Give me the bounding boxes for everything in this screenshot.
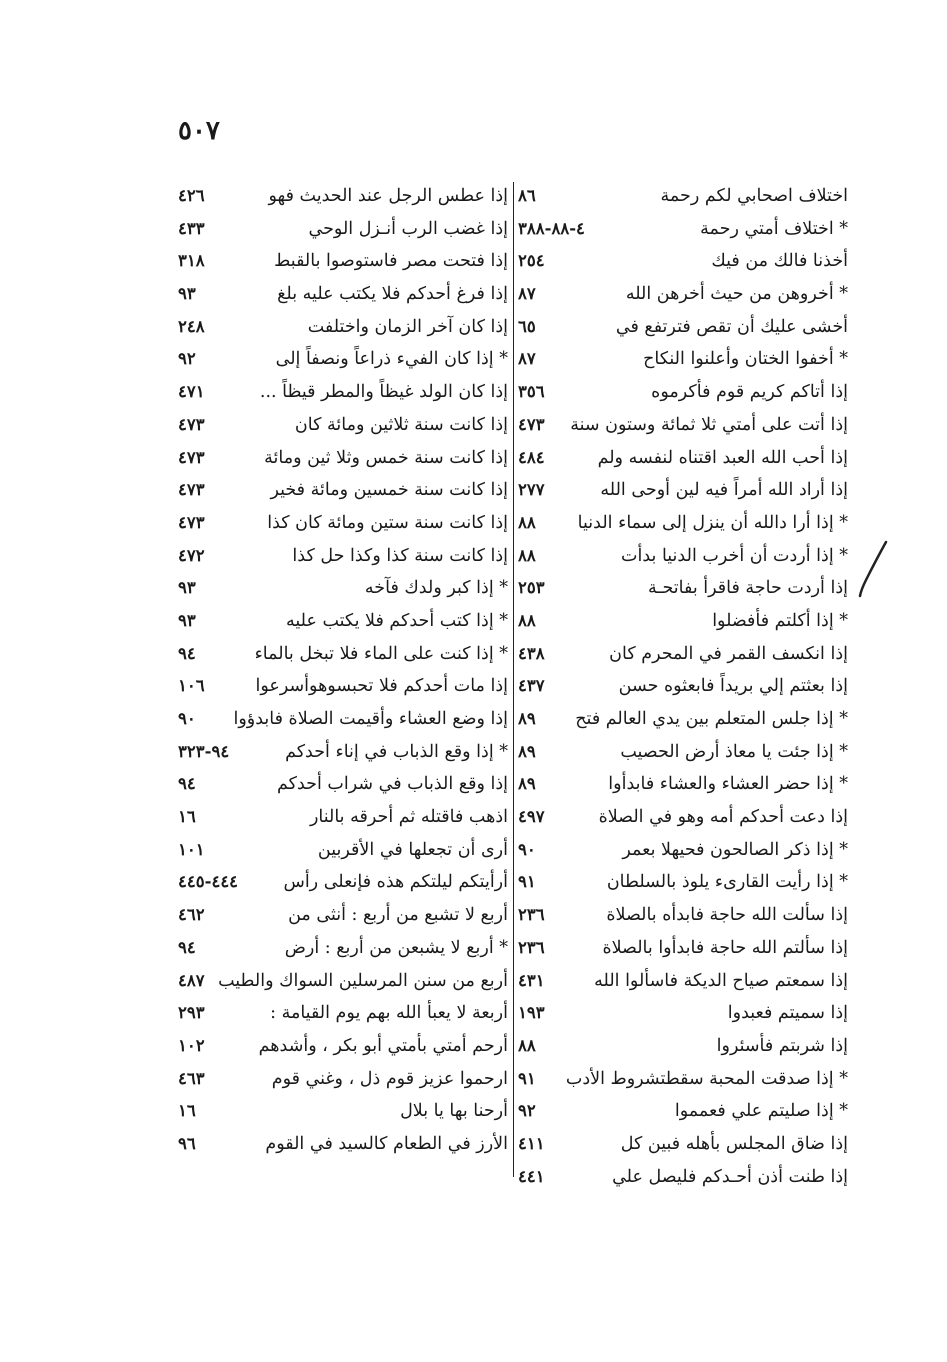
entry-text: إذا دعت أحدكم أمه وهو في الصلاة	[598, 807, 848, 828]
entry-page-number: ٤٤٤-٤٤٥	[178, 872, 239, 892]
entry-page-number: ٤٣٣	[178, 218, 205, 238]
index-entry	[518, 1063, 848, 1096]
index-entry	[178, 866, 508, 899]
entry-page-number: ٤٧٣	[178, 480, 205, 500]
entry-page-number: ٤٣٧	[518, 676, 545, 696]
index-entry	[178, 997, 508, 1030]
entry-page-number: ٩٤	[178, 774, 196, 794]
index-entry	[518, 1128, 848, 1161]
index-entry	[178, 180, 508, 213]
entry-text: * إذا أرا دالله أن ينزل إلى سماء الدنيا	[577, 512, 848, 533]
entry-page-number: ٩١	[518, 872, 536, 892]
index-entry	[178, 768, 508, 801]
entry-text: * إذا صليتم علي فعمموا	[674, 1101, 848, 1122]
index-entry	[518, 572, 848, 605]
entry-page-number: ٤٧٣	[178, 512, 205, 532]
entry-page-number: ١٩٣	[518, 1003, 545, 1023]
entry-page-number: ٤٣٨	[518, 643, 545, 663]
entry-text: إذا أراد الله أمراً فيه لين أوحى الله	[600, 480, 848, 501]
entry-text: إذا أحب الله العبد اقتناه لنفسه ولم	[597, 447, 848, 468]
index-entry	[178, 801, 508, 834]
entry-text: إذا كانت سنة خمسين ومائة فخير	[270, 480, 508, 501]
index-entry	[518, 997, 848, 1030]
entry-text: * إذا وقع الذباب في إناء أحدكم	[285, 741, 508, 762]
entry-text: أربع لا تشبع من أربع : أنثى من	[288, 905, 508, 926]
index-entry	[518, 343, 848, 376]
entry-text: إذا بعثتم إلي بريداً فابعثوه حسن	[618, 676, 848, 697]
index-entry	[518, 1030, 848, 1063]
entry-page-number: ٤٧٣	[518, 414, 545, 434]
entry-page-number: ١٠٦	[178, 676, 205, 696]
entry-page-number: ٤٤١	[518, 1166, 545, 1186]
entry-text: إذا شربتم فأسئروا	[716, 1035, 848, 1056]
index-entry	[178, 1063, 508, 1096]
entry-page-number: ٩٠	[178, 709, 196, 728]
entry-text: أخذنا فالك من فيك	[711, 251, 848, 272]
entry-page-number: ٤٨٤	[518, 447, 545, 467]
entry-page-number: ٤١١	[518, 1133, 545, 1153]
index-entry	[518, 638, 848, 671]
index-entry	[518, 278, 848, 311]
entry-page-number: ٨٨	[518, 512, 536, 532]
index-entry	[178, 572, 508, 605]
entry-text: * إذا جئت يا معاذ أرض الحصيب	[620, 741, 848, 762]
entry-text: * أربع لا يشبعن من أربع : أرض	[284, 937, 508, 958]
entry-text: إذا أردت حاجة فاقرأ بفاتحـة	[647, 578, 848, 599]
entry-text: * اختلاف أمتي رحمة	[700, 218, 848, 239]
entry-text: إذا سألتم الله حاجة فابدأوا بالصلاة	[602, 937, 848, 958]
index-entry	[178, 507, 508, 540]
entry-text: أرأيتكم ليلتكم هذه فإنعلى رأس	[283, 872, 508, 893]
column-divider	[513, 182, 514, 1177]
entry-page-number: ٤٨٧	[178, 970, 205, 990]
index-entry	[178, 1030, 508, 1063]
entry-text: إذا كانت سنة ثلاثين ومائة كان	[294, 414, 508, 435]
index-entry	[178, 899, 508, 932]
entry-text: إذا أتت على أمتي ثلا ثمائة وستون سنة	[570, 414, 848, 435]
index-entry	[518, 834, 848, 867]
index-entry	[178, 965, 508, 998]
entry-page-number: ٨٧	[518, 284, 536, 304]
index-entry	[518, 311, 848, 344]
entry-text: إذا غضب الرب أنـزل الوحي	[308, 218, 508, 239]
index-entry	[518, 540, 848, 573]
entry-text: إذا أتاكم كريم قوم فأكرموه	[651, 382, 848, 403]
entry-page-number: ٨٨	[518, 545, 536, 565]
entry-page-number: ٨٨	[518, 1035, 536, 1055]
index-entry	[178, 736, 508, 769]
index-entry	[178, 245, 508, 278]
entry-page-number: ٢٣٦	[518, 905, 545, 925]
entry-text: أرحنا بها يا بلال	[400, 1101, 508, 1122]
index-entry	[518, 245, 848, 278]
index-entry	[178, 376, 508, 409]
index-entry	[518, 180, 848, 213]
entry-page-number: ٩٣	[178, 610, 196, 630]
entry-page-number: ٩٦	[178, 1133, 196, 1153]
entry-page-number: ١٠٢	[178, 1035, 205, 1055]
entry-page-number: ٤٧٢	[178, 545, 205, 565]
index-entry	[178, 278, 508, 311]
index-entry	[178, 409, 508, 442]
entry-text: * إذا جلس المتعلم بين يدي العالم فتح	[575, 709, 848, 729]
entry-page-number: ٤٦٢	[178, 905, 205, 925]
entry-page-number: ٤٣١	[518, 970, 545, 990]
index-entry	[518, 1095, 848, 1128]
index-entry	[518, 932, 848, 965]
entry-text: اذهب فاقتله ثم أحرقه بالنار	[309, 807, 508, 828]
entry-page-number: ٨٩	[518, 774, 536, 794]
entry-text: إذا مات أحدكم فلا تحبسوهوأسرعوا	[255, 676, 508, 697]
entry-text: * إذا كتب أحدكم فلا يكتب عليه	[286, 610, 508, 631]
entry-page-number: ٢٥٤	[518, 251, 545, 271]
entry-text: أربع من سنن المرسلين السواك والطيب	[218, 970, 508, 991]
index-entry	[178, 932, 508, 965]
index-entry	[518, 213, 848, 246]
margin-pen-mark	[856, 540, 896, 600]
entry-page-number: ٢٥٣	[518, 578, 545, 598]
entry-text: إذا عطس الرجل عند الحديث فهو	[268, 186, 508, 206]
index-entry	[178, 670, 508, 703]
index-entry	[518, 801, 848, 834]
entry-text: * إذا أردت أن أخرب الدنيا بدأت	[620, 545, 848, 566]
index-entry	[178, 311, 508, 344]
entry-text: أرحم أمتي بأمتي أبو بكر ، وأشدهم	[258, 1035, 508, 1056]
index-entry	[518, 1161, 848, 1194]
entry-page-number: ٩٢	[518, 1101, 536, 1121]
index-entry	[178, 474, 508, 507]
entry-page-number: ٤٢٦	[178, 186, 205, 205]
index-entry	[178, 1095, 508, 1128]
entry-text: إذا كان الولد غيظاً والمطر قيظاً ...	[259, 382, 508, 403]
entry-page-number: ٤٦٣	[178, 1068, 205, 1088]
index-entry	[518, 899, 848, 932]
index-entry	[178, 343, 508, 376]
index-entry	[518, 507, 848, 540]
entry-page-number: ٩٠	[518, 839, 536, 859]
entry-page-number: ٤٧٣	[178, 447, 205, 467]
entry-text: * أخروهن من حيث أخرهن الله	[625, 284, 848, 305]
page-number: ٥٠٧	[178, 116, 220, 146]
entry-text: إذا كانت سنة ستين ومائة كان كذا	[267, 512, 508, 533]
index-entry	[178, 638, 508, 671]
entry-text: إذا فتحت مصر فاستوصوا بالقبط	[274, 251, 508, 272]
entry-page-number: ٣١٨	[178, 251, 205, 271]
entry-page-number: ٦٥	[518, 316, 536, 336]
entry-page-number: ١٦	[178, 807, 196, 827]
entry-page-number: ٩٤	[178, 937, 196, 957]
entry-text: إذا كانت سنة كذا وكذا حل كذا	[292, 545, 508, 566]
entry-text: * إذا حضر العشاء والعشاء فابدأوا	[608, 774, 848, 795]
index-entry	[518, 866, 848, 899]
entry-text: * إذا كبر ولدك فآخه	[364, 578, 508, 599]
entry-text: الأرز في الطعام كالسيد في القوم	[265, 1133, 508, 1154]
index-entry	[178, 1128, 508, 1161]
entry-page-number: ٨٧	[518, 349, 536, 369]
entry-page-number: ٩١	[518, 1068, 536, 1088]
entry-page-number: ٩٤-٣٢٣	[178, 741, 230, 761]
index-entry	[518, 409, 848, 442]
entry-text: إذا طنت أذن أحـدكم فليصل علي	[612, 1166, 848, 1187]
entry-page-number: ٩٢	[178, 349, 196, 369]
entry-page-number: ٢٧٧	[518, 480, 545, 500]
index-entry	[518, 474, 848, 507]
index-entry	[178, 605, 508, 638]
entry-page-number: ٤-٨٨-٣٨٨	[518, 218, 585, 238]
entry-page-number: ٨٩	[518, 709, 536, 728]
entry-page-number: ١٠١	[178, 839, 205, 859]
index-entry	[178, 540, 508, 573]
entry-text: إذا كانت سنة خمس وثلا ثين ومائة	[264, 447, 508, 468]
index-entry	[518, 670, 848, 703]
entry-text: إذا فرغ أحدكم فلا يكتب عليه بلغ	[277, 284, 508, 305]
index-entry	[178, 834, 508, 867]
entry-text: * إذا ذكر الصالحون فحيهلا بعمر	[622, 839, 848, 860]
entry-text: إذا ضاق المجلس بأهله فبين كل	[620, 1133, 848, 1154]
entry-text: إذا وضع العشاء وأقيمت الصلاة فابدؤوا	[233, 709, 508, 729]
index-entry	[518, 605, 848, 638]
entry-page-number: ٣٥٦	[518, 382, 545, 402]
index-entry	[518, 442, 848, 475]
entry-text: * إذا أكلتم فأفضلوا	[712, 610, 848, 631]
entry-text: * إذا كنت على الماء فلا تبخل بالماء	[254, 643, 508, 664]
entry-text: * إذا رأيت القارىء يلوذ بالسلطان	[606, 872, 848, 893]
entry-page-number: ٢٤٨	[178, 316, 205, 336]
entry-text: إذا سألت الله حاجة فابدأه بالصلاة	[606, 905, 848, 926]
entry-text: أربعة لا يعبأ الله بهم يوم القيامة :	[270, 1003, 508, 1024]
entry-page-number: ٤٩٧	[518, 807, 545, 827]
entry-page-number: ٨٦	[518, 186, 536, 205]
entry-page-number: ٩٣	[178, 578, 196, 598]
entry-page-number: ٢٣٦	[518, 937, 545, 957]
entry-page-number: ٩٣	[178, 284, 196, 304]
entry-page-number: ١٦	[178, 1101, 196, 1121]
left-column	[178, 180, 508, 1161]
entry-text: إذا كان آخر الزمان واختلفت	[307, 316, 508, 337]
index-entry	[518, 965, 848, 998]
entry-page-number: ٩٤	[178, 643, 196, 663]
index-entry	[178, 213, 508, 246]
entry-text: اختلاف اصحابي لكم رحمة	[660, 186, 848, 206]
entry-text: * إذا كان الفيء ذراعاً ونصفاً إلى	[275, 349, 508, 370]
entry-page-number: ٤٧٣	[178, 414, 205, 434]
entry-page-number: ٤٧١	[178, 382, 205, 402]
index-entry	[518, 736, 848, 769]
entry-page-number: ٨٨	[518, 610, 536, 630]
entry-text: إذا انكسف القمر في المحرم كان	[609, 643, 848, 664]
entry-text: ارحموا عزيز قوم ذل ، وغني قوم	[271, 1068, 508, 1089]
entry-text: * أخفوا الختان وأعلنوا النكاح	[643, 349, 848, 370]
right-column	[518, 180, 848, 1193]
index-entry	[178, 703, 508, 736]
entry-page-number: ٢٩٣	[178, 1003, 205, 1023]
entry-text: إذا سميتم فعبدوا	[727, 1003, 848, 1024]
entry-page-number: ٨٩	[518, 741, 536, 761]
index-entry	[518, 703, 848, 736]
entry-text: * إذا صدقت المحبة سقطتشروط الأدب	[565, 1068, 848, 1089]
entry-text: إذا سمعتم صياح الديكة فاسألوا الله	[594, 970, 848, 991]
index-entry	[178, 442, 508, 475]
entry-text: أرى أن تجعلها في الأقربين	[317, 839, 508, 860]
index-entry	[518, 376, 848, 409]
entry-text: أخشى عليك أن تقص فترتفع في	[615, 316, 848, 337]
entry-text: إذا وقع الذباب في شراب أحدكم	[277, 774, 508, 795]
index-entry	[518, 768, 848, 801]
